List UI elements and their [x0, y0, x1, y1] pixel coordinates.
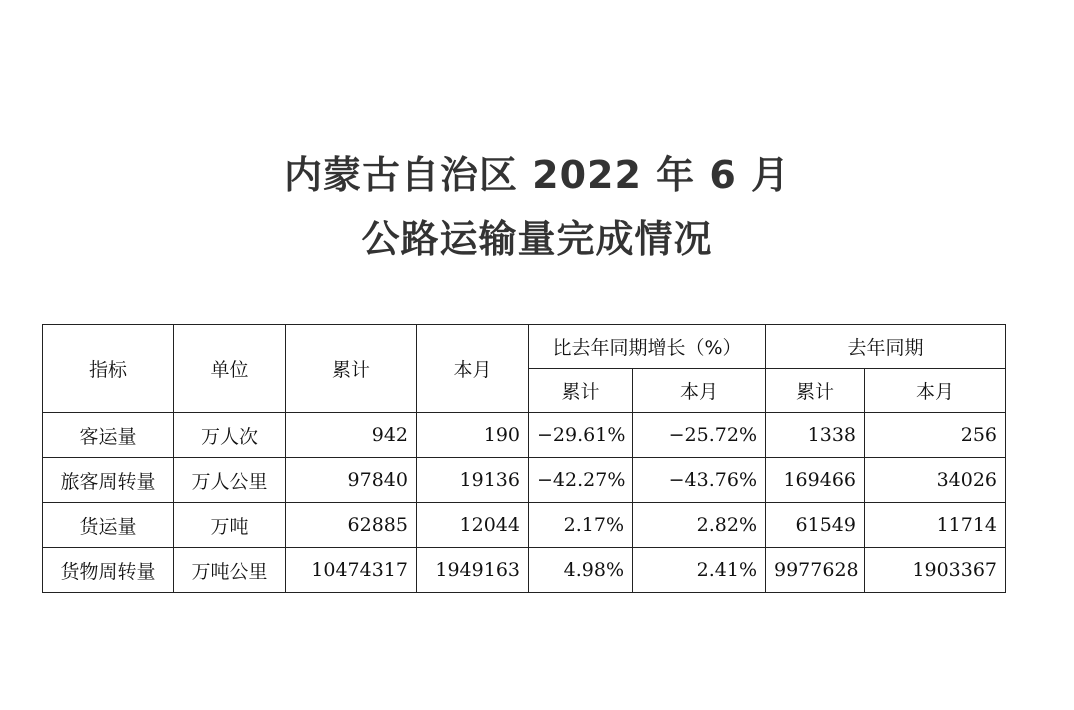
row-ly-cumulative: 61549 — [766, 503, 865, 548]
table-row — [43, 458, 1006, 503]
row-indicator: 货运量 — [43, 503, 174, 548]
row-ly-cumulative: 169466 — [766, 458, 865, 503]
table-row — [43, 413, 1006, 458]
header-unit: 单位 — [174, 325, 286, 413]
row-ly-month: 256 — [865, 413, 1006, 458]
header-indicator: 指标 — [43, 325, 174, 413]
header-ly-month: 本月 — [865, 369, 1006, 413]
row-unit: 万吨 — [174, 503, 286, 548]
row-cumulative: 62885 — [286, 503, 417, 548]
row-indicator: 货物周转量 — [43, 548, 174, 593]
row-yoy-cumulative: −42.27% — [529, 458, 633, 503]
row-month: 1949163 — [417, 548, 529, 593]
header-yoy-cumulative: 累计 — [529, 369, 633, 413]
header-yoy-month: 本月 — [633, 369, 766, 413]
row-yoy-cumulative: 2.17% — [529, 503, 633, 548]
header-yoy-growth: 比去年同期增长（%） — [529, 325, 766, 369]
header-this-month: 本月 — [417, 325, 529, 413]
row-month: 190 — [417, 413, 529, 458]
header-ly-cumulative: 累计 — [766, 369, 865, 413]
table-row — [43, 548, 1006, 593]
header-cumulative: 累计 — [286, 325, 417, 413]
row-ly-cumulative: 1338 — [766, 413, 865, 458]
row-yoy-cumulative: −29.61% — [529, 413, 633, 458]
row-cumulative: 942 — [286, 413, 417, 458]
row-cumulative: 10474317 — [286, 548, 417, 593]
row-yoy-cumulative: 4.98% — [529, 548, 633, 593]
row-indicator: 旅客周转量 — [43, 458, 174, 503]
row-yoy-month: −43.76% — [633, 458, 766, 503]
row-month: 12044 — [417, 503, 529, 548]
row-yoy-month: 2.82% — [633, 503, 766, 548]
header-last-year-same-period: 去年同期 — [766, 325, 1006, 369]
row-month: 19136 — [417, 458, 529, 503]
table-row — [43, 503, 1006, 548]
row-yoy-month: 2.41% — [633, 548, 766, 593]
row-unit: 万吨公里 — [174, 548, 286, 593]
row-ly-month: 1903367 — [865, 548, 1006, 593]
transport-stats-table — [42, 324, 1006, 593]
row-ly-month: 34026 — [865, 458, 1006, 503]
row-cumulative: 97840 — [286, 458, 417, 503]
row-unit: 万人公里 — [174, 458, 286, 503]
header-row-1 — [43, 325, 1006, 369]
page-title-line1: 内蒙古自治区 2022 年 6 月 — [283, 153, 791, 197]
row-indicator: 客运量 — [43, 413, 174, 458]
row-yoy-month: −25.72% — [633, 413, 766, 458]
row-unit: 万人次 — [174, 413, 286, 458]
row-ly-month: 11714 — [865, 503, 1006, 548]
row-ly-cumulative: 9977628 — [766, 548, 865, 593]
page-title-line2: 公路运输量完成情况 — [361, 217, 713, 261]
